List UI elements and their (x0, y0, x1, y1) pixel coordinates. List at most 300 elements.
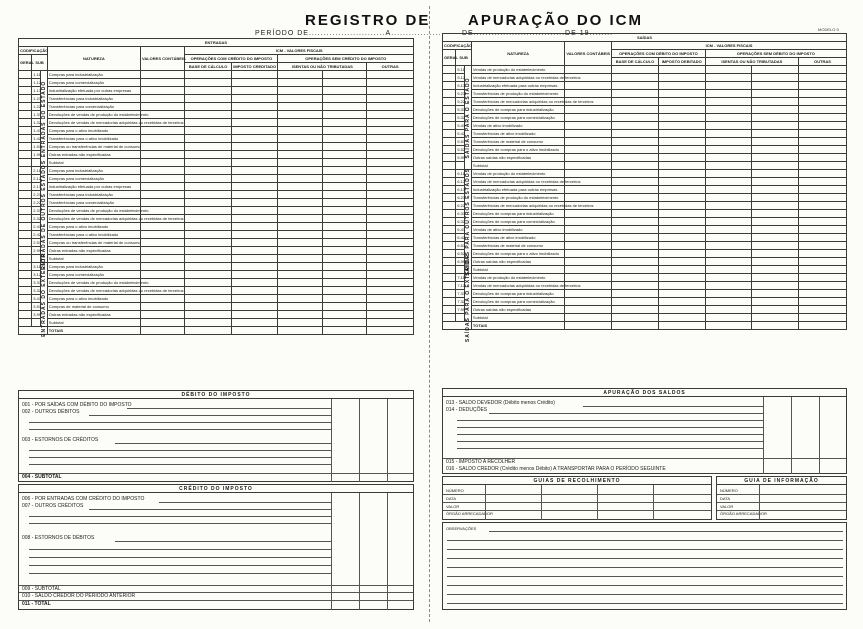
header-isentas: ISENTAS OU NÃO TRIBUTADAS (278, 63, 367, 71)
value-cell (185, 311, 232, 319)
value-cell (140, 87, 184, 95)
table-row (443, 90, 847, 98)
value-cell (278, 223, 322, 231)
value-cell (367, 119, 414, 127)
code-cell: 2.99 (33, 247, 42, 253)
value-cell (658, 178, 705, 186)
value-cell (658, 122, 705, 130)
header-outras: OUTRAS (367, 63, 414, 71)
value-cell (185, 135, 232, 143)
group-label-cell (465, 66, 472, 170)
table-row (19, 207, 414, 215)
header-icm-valores-fiscais: ICM - VALORES FISCAIS (612, 42, 847, 50)
value-cell (322, 255, 366, 263)
code-cell: 5.31 (457, 106, 466, 112)
totals-row (19, 327, 414, 335)
geral-cell (443, 178, 456, 186)
natureza-cell: Transferências de ativo imobilizado (471, 130, 564, 138)
value-cell (278, 87, 322, 95)
credit-box-title: CRÉDITO DO IMPOSTO (19, 485, 413, 493)
value-cell (185, 127, 232, 135)
geral-cell (19, 199, 32, 207)
value-cell (565, 210, 612, 218)
value-cell (612, 178, 659, 186)
value-cell (612, 298, 659, 306)
code-cell: 6.52 (457, 250, 466, 256)
value-cell (278, 183, 322, 191)
line-008: 008 - ESTORNOS DE DÉBITOS (22, 535, 95, 541)
value-cell (278, 175, 322, 183)
value-cell (322, 319, 366, 327)
value-cell (278, 231, 322, 239)
code-cell: 5.32 (457, 114, 466, 120)
geral-cell (443, 242, 456, 250)
value-cell (278, 103, 322, 111)
value-cell (799, 290, 847, 298)
natureza-cell: Transferências de mercadorias adquiridas ou recebidas de terceiros (472, 202, 594, 208)
value-cell (612, 282, 659, 290)
value-cell (612, 146, 659, 154)
value-cell (231, 79, 278, 87)
value-cell (278, 191, 322, 199)
value-cell (565, 114, 612, 122)
code-cell: 2.12 (33, 175, 42, 181)
value-cell (799, 114, 847, 122)
value-cell (705, 170, 752, 178)
header-op-com: OPERAÇÕES COM DÉBITO DO IMPOSTO (612, 50, 705, 58)
natureza-cell: Transferências para o ativo imobilizado (47, 231, 140, 239)
value-cell (185, 255, 232, 263)
code-cell: 6.32 (457, 218, 466, 224)
value-cell (799, 306, 847, 314)
value-cell (278, 279, 322, 287)
group-label: SAÍDAS PARA O ESTADO (465, 76, 472, 159)
value-cell (752, 74, 799, 82)
natureza-cell: Compras para comercialização (47, 79, 140, 87)
value-cell (799, 314, 847, 322)
value-cell (231, 319, 278, 327)
value-cell (322, 207, 366, 215)
table-row (19, 239, 414, 247)
geral-cell (19, 167, 32, 175)
geral-cell (443, 250, 456, 258)
value-cell (322, 247, 366, 255)
value-cell (367, 279, 414, 287)
value-cell (322, 231, 366, 239)
value-cell (185, 247, 232, 255)
observations-label: OBSERVAÇÕES (446, 526, 477, 531)
value-cell (658, 298, 705, 306)
value-cell (278, 79, 322, 87)
value-cell (278, 111, 322, 119)
code-cell: 3.99 (33, 311, 42, 317)
value-cell (612, 194, 659, 202)
table-row (19, 127, 414, 135)
value-cell (185, 223, 232, 231)
value-cell (752, 114, 799, 122)
value-cell (799, 186, 847, 194)
value-cell (278, 247, 322, 255)
value-cell (278, 239, 322, 247)
column-header-row (19, 47, 414, 55)
code-cell: 6.99 (457, 258, 466, 264)
value-cell (658, 194, 705, 202)
value-cell (658, 82, 705, 90)
value-cell (752, 202, 799, 210)
value-cell (140, 135, 184, 143)
table-row (443, 194, 847, 202)
column-header-row (443, 42, 847, 50)
value-cell (799, 226, 847, 234)
value-cell (799, 154, 847, 162)
code-cell (32, 159, 41, 167)
table-row (443, 178, 847, 186)
code-cell: 2.51 (33, 239, 42, 245)
value-cell (705, 74, 752, 82)
code-cell: 6.11 (457, 170, 465, 176)
table-row (443, 274, 847, 282)
value-cell (612, 314, 659, 322)
code-cell: 5.12 (457, 74, 466, 80)
value-cell (565, 170, 612, 178)
group-label-cell (40, 252, 48, 337)
value-cell (231, 95, 278, 103)
value-cell (231, 119, 278, 127)
value-cell (322, 111, 366, 119)
value-cell (367, 303, 414, 311)
value-cell (231, 295, 278, 303)
code-cell: 5.11 (457, 66, 465, 72)
value-cell (752, 194, 799, 202)
code-cell: 1.13 (33, 87, 42, 93)
table-row (19, 199, 414, 207)
natureza-cell: Devoluções de vendas de produção do estabelecimento (48, 111, 149, 117)
value-cell (367, 71, 414, 79)
natureza-cell: Vendas de mercadorias adquiridas ou recebidas de terceiros (472, 282, 581, 288)
slip-agency-label: ÓRGÃO ARRECADADOR (446, 511, 493, 516)
natureza-cell: Transferências para comercialização (47, 103, 140, 111)
code-cell: 2.13 (33, 183, 42, 189)
natureza-cell: Transferências para industrialização (47, 95, 140, 103)
value-cell (185, 151, 232, 159)
value-cell (612, 122, 659, 130)
value-cell (752, 98, 799, 106)
table-row (443, 202, 847, 210)
info-slip-box (716, 476, 847, 520)
value-cell (367, 231, 414, 239)
natureza-cell: Industrialização efetuada por outras empresas (47, 87, 140, 95)
value-cell (612, 234, 659, 242)
code-cell: 5.51 (457, 138, 466, 144)
natureza-cell: Outras entradas não especificadas (47, 151, 140, 159)
code-cell: 6.22 (457, 202, 466, 208)
header-sub: SUB (32, 55, 48, 71)
value-cell (231, 159, 278, 167)
section-label: SAÍDAS (443, 34, 847, 42)
geral-cell (19, 103, 32, 111)
table-row (443, 146, 847, 154)
value-cell (752, 186, 799, 194)
section-label: ENTRADAS (19, 39, 414, 47)
line-016: 016 - SALDO CREDOR (Crédito menos Débito) A TRANSPORTAR PARA O PERÍODO SEGUINTE (446, 466, 666, 472)
value-cell (367, 151, 414, 159)
value-cell (231, 263, 278, 271)
natureza-cell: Transferências para industrialização (47, 191, 140, 199)
table-row (19, 175, 414, 183)
value-cell (799, 146, 847, 154)
table-row (443, 250, 847, 258)
value-cell (231, 247, 278, 255)
geral-cell (19, 239, 32, 247)
geral-cell (443, 130, 456, 138)
value-cell (231, 183, 278, 191)
subtotal-label: Subtotal (47, 255, 140, 263)
value-cell (705, 290, 752, 298)
geral-cell (443, 170, 456, 178)
value-cell (705, 306, 752, 314)
table-row (19, 191, 414, 199)
value-cell (565, 290, 612, 298)
value-cell (799, 242, 847, 250)
value-cell (658, 322, 705, 330)
value-cell (705, 114, 752, 122)
value-cell (799, 234, 847, 242)
value-cell (278, 327, 322, 335)
value-cell (185, 183, 232, 191)
natureza-cell: Vendas de produção do estabelecimento (471, 66, 564, 74)
table-row (443, 282, 847, 290)
value-cell (658, 274, 705, 282)
natureza-cell: Devoluções de vendas de mercadorias adquiridas ou recebidas de terceiros (48, 119, 184, 125)
value-cell (658, 106, 705, 114)
value-cell (185, 215, 232, 223)
value-cell (231, 231, 278, 239)
value-cell (752, 322, 799, 330)
code-cell: 1.12 (33, 79, 42, 85)
value-cell (231, 271, 278, 279)
line-003: 003 - ESTORNOS DE CRÉDITOS (22, 437, 99, 443)
value-cell (278, 311, 322, 319)
header-geral: GERAL (19, 55, 32, 71)
header-base-calculo: BASE DE CÁLCULO (612, 58, 659, 66)
value-cell (565, 106, 612, 114)
geral-cell (443, 258, 456, 266)
value-cell (752, 218, 799, 226)
value-cell (367, 143, 414, 151)
table-row (19, 183, 414, 191)
table-row (443, 106, 847, 114)
value-cell (612, 98, 659, 106)
value-cell (799, 66, 847, 74)
code-cell: 7.32 (457, 298, 466, 304)
table-row (19, 247, 414, 255)
value-cell (705, 90, 752, 98)
value-cell (799, 74, 847, 82)
table-row (443, 234, 847, 242)
value-cell (140, 183, 184, 191)
value-cell (565, 234, 612, 242)
credit-box (18, 484, 414, 610)
table-row (19, 223, 414, 231)
header-imposto: IMPOSTO DEBITADO (658, 58, 705, 66)
value-cell (565, 130, 612, 138)
value-cell (322, 327, 366, 335)
value-cell (231, 143, 278, 151)
natureza-cell: Outras entradas não especificadas (47, 311, 140, 319)
value-cell (799, 106, 847, 114)
table-row (19, 135, 414, 143)
value-cell (565, 186, 612, 194)
table-row (443, 210, 847, 218)
value-cell (752, 170, 799, 178)
value-cell (658, 242, 705, 250)
totals-label: TOTAIS (471, 322, 564, 330)
code-cell (456, 266, 465, 274)
line-004: 004 - SUBTOTAL (22, 474, 62, 480)
natureza-cell: Vendas de mercadorias adquiridas ou recebidas de terceiros (472, 74, 581, 80)
value-cell (231, 191, 278, 199)
code-cell: 6.51 (457, 242, 466, 248)
value-cell (278, 143, 322, 151)
table-row (19, 271, 414, 279)
value-cell (705, 282, 752, 290)
value-cell (612, 130, 659, 138)
value-cell (565, 162, 612, 170)
code-cell (456, 314, 465, 322)
natureza-cell: Devoluções de compras para comercialização (471, 298, 564, 306)
value-cell (231, 327, 278, 335)
value-cell (799, 138, 847, 146)
value-cell (278, 127, 322, 135)
natureza-cell: Devoluções de compras para industrialização (471, 210, 564, 218)
table-row (443, 170, 847, 178)
value-cell (322, 87, 366, 95)
value-cell (231, 279, 278, 287)
value-cell (705, 226, 752, 234)
header-codificacao: CODIFICAÇÃO (20, 47, 49, 53)
natureza-cell: Devoluções de vendas de produção do estabelecimento (48, 279, 149, 285)
value-cell (612, 74, 659, 82)
natureza-cell: Transferências para o ativo imobilizado (47, 135, 140, 143)
value-cell (367, 159, 414, 167)
value-cell (367, 263, 414, 271)
value-cell (278, 271, 322, 279)
natureza-cell: Compras para industrialização (47, 167, 140, 175)
geral-cell (19, 247, 32, 255)
value-cell (140, 143, 184, 151)
geral-cell (19, 127, 32, 135)
value-cell (140, 199, 184, 207)
code-cell: 1.41 (33, 127, 42, 133)
value-cell (185, 143, 232, 151)
value-cell (322, 287, 366, 295)
value-cell (705, 322, 752, 330)
value-cell (367, 111, 414, 119)
value-cell (322, 95, 366, 103)
info-slip-title: GUIA DE INFORMAÇÃO (717, 477, 846, 485)
table-row (19, 143, 414, 151)
natureza-cell: Devoluções de compras para industrialização (471, 290, 564, 298)
value-cell (231, 303, 278, 311)
value-cell (185, 119, 232, 127)
header-isentas: ISENTAS OU NÃO TRIBUTADAS (705, 58, 798, 66)
info-agency-label: ÓRGÃO ARRECADADOR (720, 511, 767, 516)
value-cell (799, 218, 847, 226)
code-cell: 2.41 (33, 223, 42, 229)
geral-cell (19, 303, 32, 311)
table-row (443, 218, 847, 226)
line-011: 011 - TOTAL (22, 601, 51, 607)
subtotal-row (443, 314, 847, 322)
value-cell (565, 122, 612, 130)
natureza-cell: Devoluções de vendas de mercadorias adquiridas ou recebidas de terceiros (48, 215, 184, 221)
table-row (19, 303, 414, 311)
table-row (443, 290, 847, 298)
geral-cell (19, 295, 32, 303)
value-cell (752, 162, 799, 170)
value-cell (658, 130, 705, 138)
value-cell (322, 183, 366, 191)
natureza-cell: Compras para comercialização (47, 271, 140, 279)
value-cell (278, 167, 322, 175)
subtotal-label: Subtotal (471, 162, 564, 170)
header-natureza: NATUREZA (471, 42, 564, 66)
header-geral: GERAL (443, 50, 456, 66)
header-op-sem: OPERAÇÕES SEM DÉBITO DO IMPOSTO (705, 50, 846, 58)
value-cell (278, 95, 322, 103)
value-cell (705, 186, 752, 194)
code-cell: 6.13 (457, 186, 466, 192)
value-cell (278, 199, 322, 207)
value-cell (705, 274, 752, 282)
natureza-cell: Vendas de ativo imobilizado (471, 226, 564, 234)
value-cell (752, 210, 799, 218)
geral-cell (443, 74, 456, 82)
code-cell: 2.21 (33, 191, 42, 197)
table-row (19, 279, 414, 287)
natureza-cell: Transferências de mercadorias adquiridas ou recebidas de terceiros (472, 98, 594, 104)
subtotal-label: Subtotal (47, 319, 140, 327)
geral-cell (19, 79, 32, 87)
code-cell: 3.41 (33, 295, 42, 301)
natureza-cell: Compras para o ativo imobilizado (47, 295, 140, 303)
value-cell (565, 146, 612, 154)
value-cell (565, 194, 612, 202)
value-cell (658, 74, 705, 82)
value-cell (322, 191, 366, 199)
value-cell (705, 162, 752, 170)
geral-cell (443, 138, 456, 146)
value-cell (140, 327, 184, 335)
header-imposto: IMPOSTO CREDITADO (233, 63, 277, 69)
value-cell (658, 90, 705, 98)
value-cell (367, 167, 414, 175)
code-cell: 1.31 (33, 111, 42, 117)
group-label: SAÍDAS PARA O EXTERIOR (465, 253, 472, 342)
value-cell (278, 71, 322, 79)
page-fold (429, 6, 430, 622)
geral-cell (443, 314, 456, 322)
value-cell (140, 311, 184, 319)
geral-cell (19, 311, 32, 319)
value-cell (612, 66, 659, 74)
geral-cell (443, 66, 456, 74)
value-cell (322, 119, 366, 127)
value-cell (612, 218, 659, 226)
value-cell (658, 154, 705, 162)
subtotal-row (19, 159, 414, 167)
value-cell (367, 87, 414, 95)
